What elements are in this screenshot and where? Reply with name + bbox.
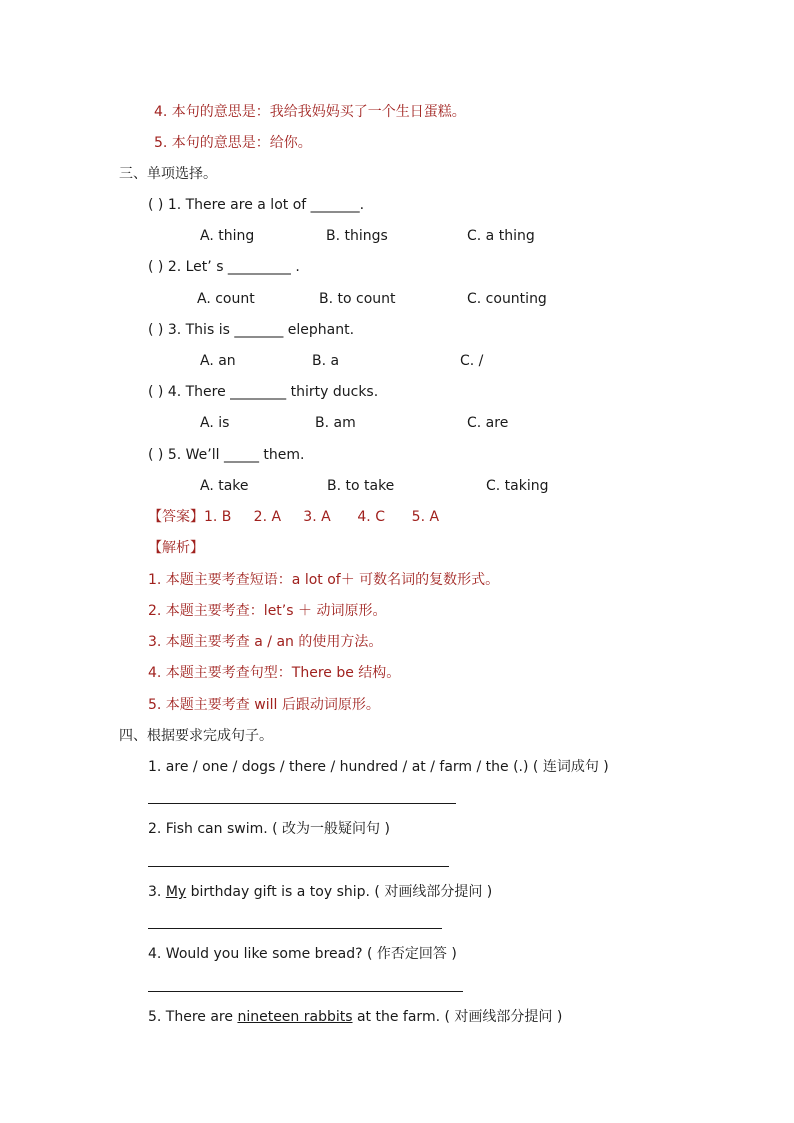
section3-heading: 三、单项选择。 (119, 166, 217, 182)
sentence-1-answer-line[interactable] (148, 803, 456, 804)
answer-values: 1. B 2. A 3. A 4. C 5. A (204, 509, 440, 525)
question-5-stem: ( ) 5. We’ll _____ them. (148, 447, 305, 463)
question-3-option-a: A. an (200, 353, 236, 369)
question-2-option-b: B. to count (319, 291, 396, 307)
sentence-3-prompt (148, 882, 492, 902)
question-1-option-b: B. things (326, 228, 388, 244)
sentence-3-answer-line[interactable] (148, 928, 442, 929)
analysis-item-2: 2. 本题主要考查：let’s ＋ 动词原形。 (148, 603, 387, 619)
analysis-item-1: 1. 本题主要考查短语：a lot of＋ 可数名词的复数形式。 (148, 572, 500, 588)
prev-item-4: 4. 本句的意思是：我给我妈妈买了一个生日蛋糕。 (154, 104, 466, 120)
section4-heading: 四、根据要求完成句子。 (119, 728, 273, 744)
sentence-5-underlined: nineteen rabbits (237, 1009, 353, 1025)
sentence-5-prefix: 5. There are (148, 1009, 238, 1025)
sentence-5-suffix: at the farm. ( 对画线部分提问 ) (352, 1009, 563, 1025)
question-1-option-a: A. thing (200, 228, 255, 244)
question-4-option-a: A. is (200, 415, 230, 431)
question-2-stem: ( ) 2. Let’ s _________ . (148, 259, 300, 275)
sentence-3-underlined: My (165, 884, 187, 900)
sentence-1-prompt: 1. are / one / dogs / there / hundred / at / farm / the (.) ( 连词成句 ) (148, 759, 609, 775)
question-4-option-b: B. am (315, 415, 356, 431)
sentence-3-prefix: 3. (148, 884, 166, 900)
question-3-stem: ( ) 3. This is _______ elephant. (148, 322, 355, 338)
question-1-option-c: C. a thing (467, 228, 535, 244)
sentence-3-suffix: birthday gift is a toy ship. ( 对画线部分提问 ) (186, 884, 493, 900)
question-4-option-c: C. are (467, 415, 509, 431)
sentence-5-prompt (148, 1007, 562, 1027)
question-3-option-b: B. a (312, 353, 340, 369)
question-4-stem: ( ) 4. There ________ thirty ducks. (148, 384, 379, 400)
sentence-4-answer-line[interactable] (148, 991, 463, 992)
question-3-option-c: C. / (460, 353, 484, 369)
question-2-option-c: C. counting (467, 291, 547, 307)
answer-block (148, 507, 439, 527)
question-2-option-a: A. count (197, 291, 255, 307)
sentence-4-prompt: 4. Would you like some bread? ( 作否定回答 ) (148, 946, 457, 962)
sentence-2-prompt: 2. Fish can swim. ( 改为一般疑问句 ) (148, 821, 390, 837)
question-5-option-a: A. take (200, 478, 249, 494)
sentence-2-answer-line[interactable] (148, 866, 449, 867)
analysis-item-5: 5. 本题主要考查 will 后跟动词原形。 (148, 697, 380, 713)
question-5-option-b: B. to take (327, 478, 395, 494)
question-5-option-c: C. taking (486, 478, 549, 494)
question-1-stem: ( ) 1. There are a lot of _______. (148, 197, 365, 213)
analysis-item-3: 3. 本题主要考查 a / an 的使用方法。 (148, 634, 383, 650)
answer-label: 【答案】 (148, 509, 204, 525)
analysis-item-4: 4. 本题主要考查句型：There be 结构。 (148, 665, 401, 681)
prev-item-5: 5. 本句的意思是：给你。 (154, 135, 312, 151)
analysis-label: 【解析】 (148, 540, 204, 556)
